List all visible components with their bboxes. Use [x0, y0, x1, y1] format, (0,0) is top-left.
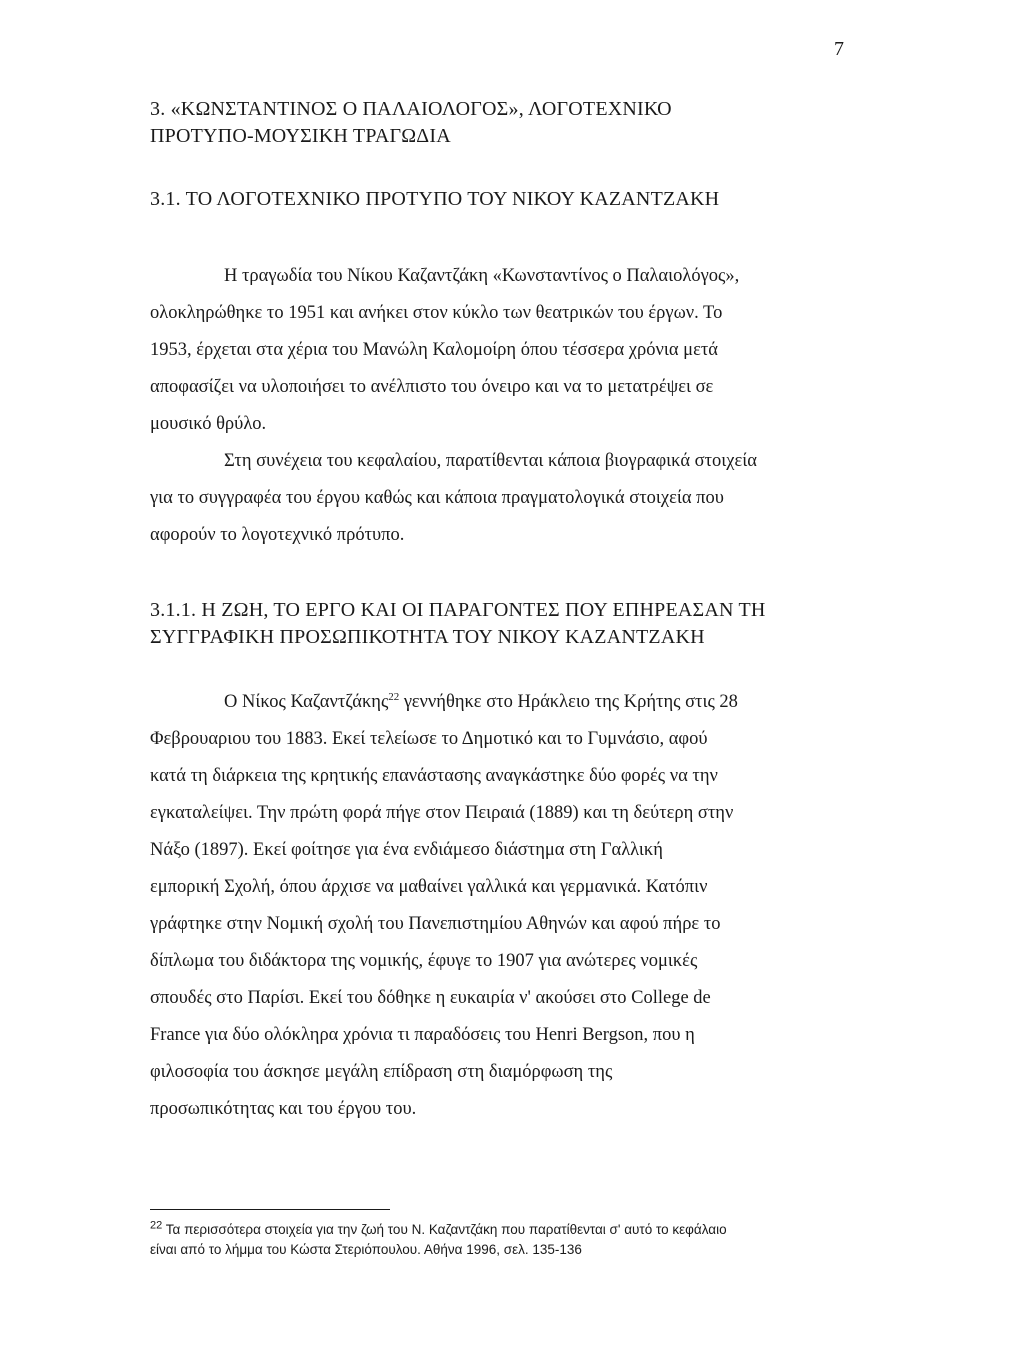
section-heading: 3.1. ΤΟ ΛΟΓΟΤΕΧΝΙΚΟ ΠΡΟΤΥΠΟ ΤΟΥ ΝΙΚΟΥ ΚΑΖΑΝΤΖΑΚΗ — [150, 188, 720, 210]
subsection-heading-line: ΣΥΓΓΡΑΦΙΚΗ ΠΡΟΣΩΠΙΚΟΤΗΤΑ ΤΟΥ ΝΙΚΟΥ ΚΑΖΑΝΤΖΑΚΗ — [150, 626, 705, 648]
paragraph-line: φιλοσοφία του άσκησε μεγάλη επίδραση στη διαμόρφωση της — [150, 1062, 613, 1082]
paragraph-line: ολοκληρώθηκε το 1951 και ανήκει στον κύκλο των θεατρικών του έργων. Το — [150, 303, 723, 323]
chapter-heading-line: 3. «ΚΩΝΣΤΑΝΤΙΝΟΣ Ο ΠΑΛΑΙΟΛΟΓΟΣ», ΛΟΓΟΤΕΧΝΙΚΟ — [150, 98, 672, 120]
subsection-heading-line: 3.1.1. Η ΖΩΗ, ΤΟ ΕΡΓΟ ΚΑΙ ΟΙ ΠΑΡΑΓΟΝΤΕΣ ΠΟΥ ΕΠΗΡΕΑΣΑΝ ΤΗ — [150, 599, 766, 621]
paragraph-line — [150, 684, 850, 721]
paragraph-line: δίπλωμα του διδάκτορα της νομικής, έφυγε το 1907 για ανώτερες νομικές — [150, 951, 698, 971]
paragraph-line: France για δύο ολόκληρα χρόνια τι παραδόσεις του Henri Bergson, που η — [150, 1025, 695, 1045]
paragraph-line: εμπορική Σχολή, όπου άρχισε να μαθαίνει γαλλικά και γερμανικά. Κατόπιν — [150, 877, 708, 897]
paragraph-line: κατά τη διάρκεια της κρητικής επανάστασης αναγκάστηκε δύο φορές να την — [150, 766, 718, 786]
footnote-line — [150, 1220, 870, 1240]
paragraph-intro — [150, 258, 850, 443]
paragraph-line: αφορούν το λογοτεχνικό πρότυπο. — [150, 525, 405, 545]
footnote-text: Τα περισσότερα στοιχεία για την ζωή του Ν. Καζαντζάκη που παρατίθενται σ' αυτό το κεφάλαιο — [162, 1222, 727, 1237]
paragraph-line: σπουδές στο Παρίσι. Εκεί του δόθηκε η ευκαιρία ν' ακούσει στο College de — [150, 988, 711, 1008]
paragraph-chapter-overview — [150, 443, 850, 554]
paragraph-line: Φεβρουαριου του 1883. Εκεί τελείωσε το Δημοτικό και το Γυμνάσιο, αφού — [150, 729, 708, 749]
chapter-heading — [150, 96, 870, 150]
footnote-marker: 22 — [150, 1219, 163, 1232]
paragraph-line: προσωπικότητας και του έργου του. — [150, 1099, 417, 1119]
footnote-divider — [150, 1209, 390, 1210]
paragraph-line: Νάξο (1897). Εκεί φοίτησε για ένα ενδιάμεσο διάστημα στη Γαλλική — [150, 840, 663, 860]
paragraph-biography — [150, 684, 850, 1128]
paragraph-line: 1953, έρχεται στα χέρια του Μανώλη Καλομοίρη όπου τέσσερα χρόνια μετά — [150, 340, 718, 360]
paragraph-line: αποφασίζει να υλοποιήσει το ανέλπιστο του όνειρο και να το μετατρέψει σε — [150, 377, 714, 397]
footnote — [150, 1220, 870, 1260]
paragraph-line: εγκαταλείψει. Την πρώτη φορά πήγε στον Πειραιά (1889) και τη δεύτερη στην — [150, 803, 734, 823]
paragraph-line: γράφτηκε στην Νομική σχολή του Πανεπιστημίου Αθηνών και αφού πήρε το — [150, 914, 721, 934]
footnote-line: είναι από το λήμμα του Κώστα Στεριόπουλου. Αθήνα 1996, σελ. 135-136 — [150, 1242, 582, 1257]
paragraph-line: για το συγγραφέα του έργου καθώς και κάποια πραγματολογικά στοιχεία που — [150, 488, 724, 508]
biography-first-line-start: Ο Νίκος Καζαντζάκης — [224, 692, 389, 712]
paragraph-line: μουσικό θρύλο. — [150, 414, 267, 434]
biography-first-line-end: γεννήθηκε στο Ηράκλειο της Κρήτης στις 28 — [399, 692, 738, 712]
footnote-reference[interactable]: 22 — [388, 690, 400, 703]
paragraph-line: Η τραγωδία του Νίκου Καζαντζάκη «Κωνσταντίνος ο Παλαιολόγος», — [224, 266, 740, 286]
chapter-heading-line: ΠΡΟΤΥΠΟ-ΜΟΥΣΙΚΗ ΤΡΑΓΩΔΙΑ — [150, 125, 451, 147]
subsection-heading — [150, 597, 870, 651]
page-number: 7 — [834, 38, 844, 60]
paragraph-line: Στη συνέχεια του κεφαλαίου, παρατίθενται κάποια βιογραφικά στοιχεία — [224, 451, 757, 471]
